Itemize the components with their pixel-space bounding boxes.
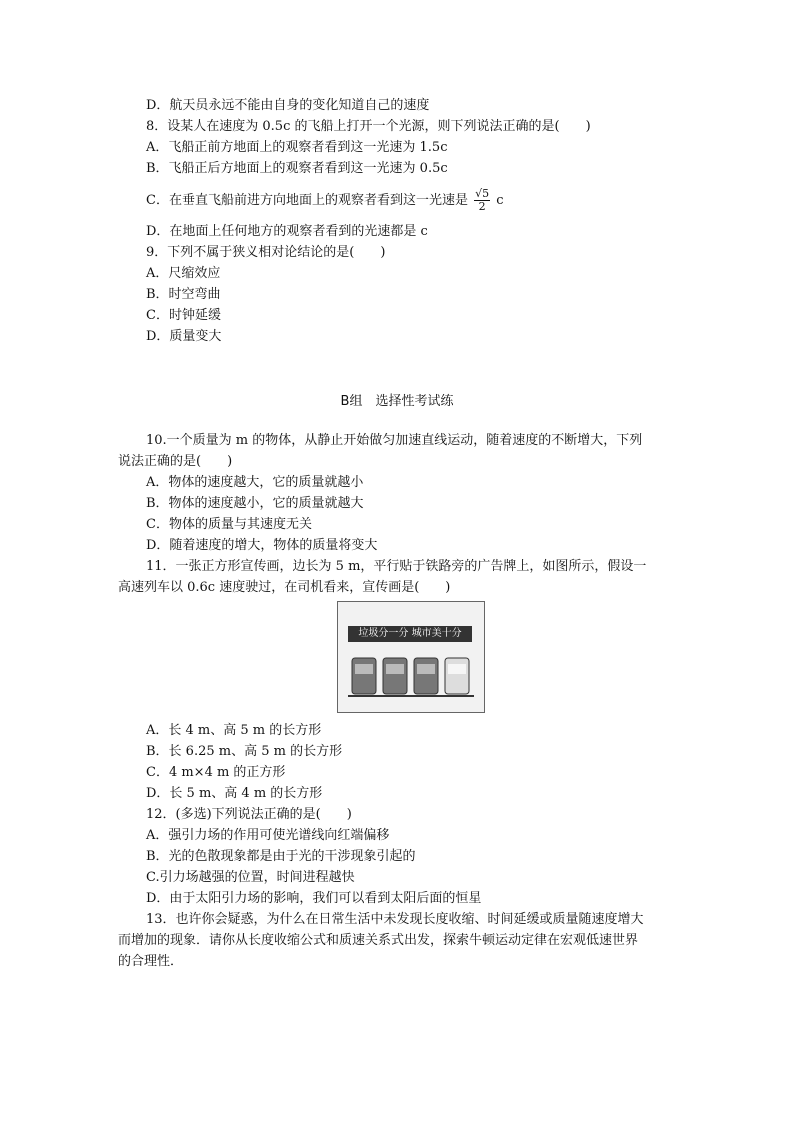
question-10-option-a: A．物体的速度越大，它的质量就越小 [146,475,364,490]
question-10-stem-cont: 说法正确的是( ) [118,454,233,469]
question-11-stem: 11．一张正方形宣传画，边长为 5 m，平行贴于铁路旁的广告牌上，如图所示，假设一 [146,559,647,574]
question-9-stem: 9．下列不属于狭义相对论结论的是( ) [146,245,386,260]
question-12-option-d: D．由于太阳引力场的影响，我们可以看到太阳后面的恒星 [146,891,482,906]
section-title: B组 选择性考试练 [340,394,454,409]
poster-figure [337,601,485,713]
question-8-option-a: A．飞船正前方地面上的观察者看到这一光速为 1.5c [146,140,448,155]
question-11-option-d: D．长 5 m、高 4 m 的长方形 [146,786,323,801]
question-12-option-b: B．光的色散现象都是由于光的干涉现象引起的 [146,849,416,864]
question-11-stem-cont: 高速列车以 0.6c 速度驶过，在司机看来，宣传画是( ) [118,580,451,595]
question-13-stem-end: 的合理性． [118,954,184,969]
question-10-stem: 10.一个质量为 m 的物体，从静止开始做匀加速直线运动，随着速度的不断增大，下列 [146,433,643,448]
question-8-option-b: B．飞船正后方地面上的观察者看到这一光速为 0.5c [146,161,448,176]
trash-bins-illustration [338,602,484,712]
question-9-option-c: C．时钟延缓 [146,308,221,323]
question-8-option-c [146,188,504,213]
question-10-option-d: D．随着速度的增大，物体的质量将变大 [146,538,378,553]
question-8-option-d: D．在地面上任何地方的观察者看到的光速都是 c [146,224,428,239]
question-13-stem: 13．也许你会疑惑，为什么在日常生活中未发现长度收缩、时间延缓或质量随速度增大 [146,912,644,927]
question-12-stem: 12．(多选)下列说法正确的是( ) [146,807,352,822]
option-c-unit: c [496,193,504,208]
question-7-option-d: D．航天员永远不能由自身的变化知道自己的速度 [146,98,430,113]
question-9-option-d: D．质量变大 [146,329,222,344]
question-11-option-a: A．长 4 m、高 5 m 的长方形 [146,723,322,738]
question-11-option-b: B．长 6.25 m、高 5 m 的长方形 [146,744,343,759]
fraction [474,188,490,213]
fraction-denominator: 2 [478,200,486,213]
question-12-option-a: A．强引力场的作用可使光谱线向红端偏移 [146,828,390,843]
fraction-numerator: √5 [475,187,490,200]
question-9-option-b: B．时空弯曲 [146,287,221,302]
question-12-option-c: C.引力场越强的位置，时间进程越快 [146,870,355,885]
question-11-option-c: C．4 m×4 m 的正方形 [146,765,286,780]
question-9-option-a: A．尺缩效应 [146,266,221,281]
question-10-option-b: B．物体的速度越小，它的质量就越大 [146,496,364,511]
option-c-text: C．在垂直飞船前进方向地面上的观察者看到这一光速是 [146,193,468,208]
question-8-stem: 8．设某人在速度为 0.5c 的飞船上打开一个光源，则下列说法正确的是( ) [146,119,591,134]
question-10-option-c: C．物体的质量与其速度无关 [146,517,312,532]
poster-banner: 垃圾分一分 城市美十分 [348,626,472,642]
question-13-stem-cont: 而增加的现象．请你从长度收缩公式和质速关系式出发，探索牛顿运动定律在宏观低速世界 [118,933,639,948]
